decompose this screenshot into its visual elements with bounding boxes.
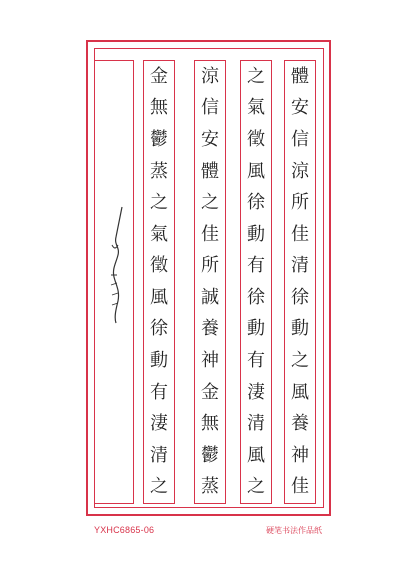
char-cell: 徵 <box>150 255 168 277</box>
char-cell: 無 <box>150 97 168 119</box>
char-cell: 動 <box>150 349 168 371</box>
text-column-2 <box>240 60 272 504</box>
char-cell: 動 <box>247 223 265 245</box>
char-cell: 之 <box>150 476 168 498</box>
char-cell: 動 <box>291 318 309 340</box>
char-cell: 安 <box>291 97 309 119</box>
char-cell: 徵 <box>247 128 265 150</box>
char-cell: 氣 <box>247 97 265 119</box>
char-cell: 體 <box>291 65 309 87</box>
text-column-3 <box>194 60 226 504</box>
char-cell: 有 <box>150 381 168 403</box>
char-cell: 信 <box>201 97 219 119</box>
char-cell: 金 <box>150 65 168 87</box>
text-column-1 <box>284 60 316 504</box>
char-cell: 養 <box>201 318 219 340</box>
handwritten-signature <box>108 205 128 325</box>
paper-brand: 硬笔书法作品纸 <box>266 526 322 535</box>
char-cell: 佳 <box>291 476 309 498</box>
char-cell: 動 <box>247 318 265 340</box>
char-cell: 體 <box>201 160 219 182</box>
char-cell: 佳 <box>291 223 309 245</box>
char-cell: 有 <box>247 255 265 277</box>
char-cell: 之 <box>150 192 168 214</box>
char-cell: 清 <box>247 413 265 435</box>
char-cell: 徐 <box>247 192 265 214</box>
char-cell: 涼 <box>201 65 219 87</box>
char-cell: 神 <box>291 444 309 466</box>
char-cell: 所 <box>201 255 219 277</box>
char-cell: 神 <box>201 349 219 371</box>
char-cell: 鬱 <box>201 444 219 466</box>
char-cell: 清 <box>150 444 168 466</box>
char-cell: 風 <box>291 381 309 403</box>
char-cell: 蒸 <box>201 476 219 498</box>
char-cell: 徐 <box>291 286 309 308</box>
char-cell: 淒 <box>150 413 168 435</box>
char-cell: 徐 <box>150 318 168 340</box>
char-cell: 涼 <box>291 160 309 182</box>
char-cell: 淒 <box>247 381 265 403</box>
char-cell: 之 <box>201 192 219 214</box>
char-cell: 徐 <box>247 286 265 308</box>
char-cell: 金 <box>201 381 219 403</box>
char-cell: 所 <box>291 192 309 214</box>
char-cell: 誠 <box>201 286 219 308</box>
char-cell: 有 <box>247 349 265 371</box>
char-cell: 佳 <box>201 223 219 245</box>
char-cell: 信 <box>291 128 309 150</box>
char-cell: 蒸 <box>150 160 168 182</box>
char-cell: 無 <box>201 413 219 435</box>
char-cell: 養 <box>291 413 309 435</box>
char-cell: 之 <box>247 476 265 498</box>
char-cell: 清 <box>291 255 309 277</box>
char-cell: 風 <box>247 160 265 182</box>
paper-code: YXHC6865-06 <box>94 525 155 535</box>
char-cell: 氣 <box>150 223 168 245</box>
char-cell: 風 <box>150 286 168 308</box>
text-column-4 <box>143 60 175 504</box>
char-cell: 風 <box>247 444 265 466</box>
char-cell: 鬱 <box>150 128 168 150</box>
char-cell: 安 <box>201 128 219 150</box>
char-cell: 之 <box>247 65 265 87</box>
char-cell: 之 <box>291 349 309 371</box>
